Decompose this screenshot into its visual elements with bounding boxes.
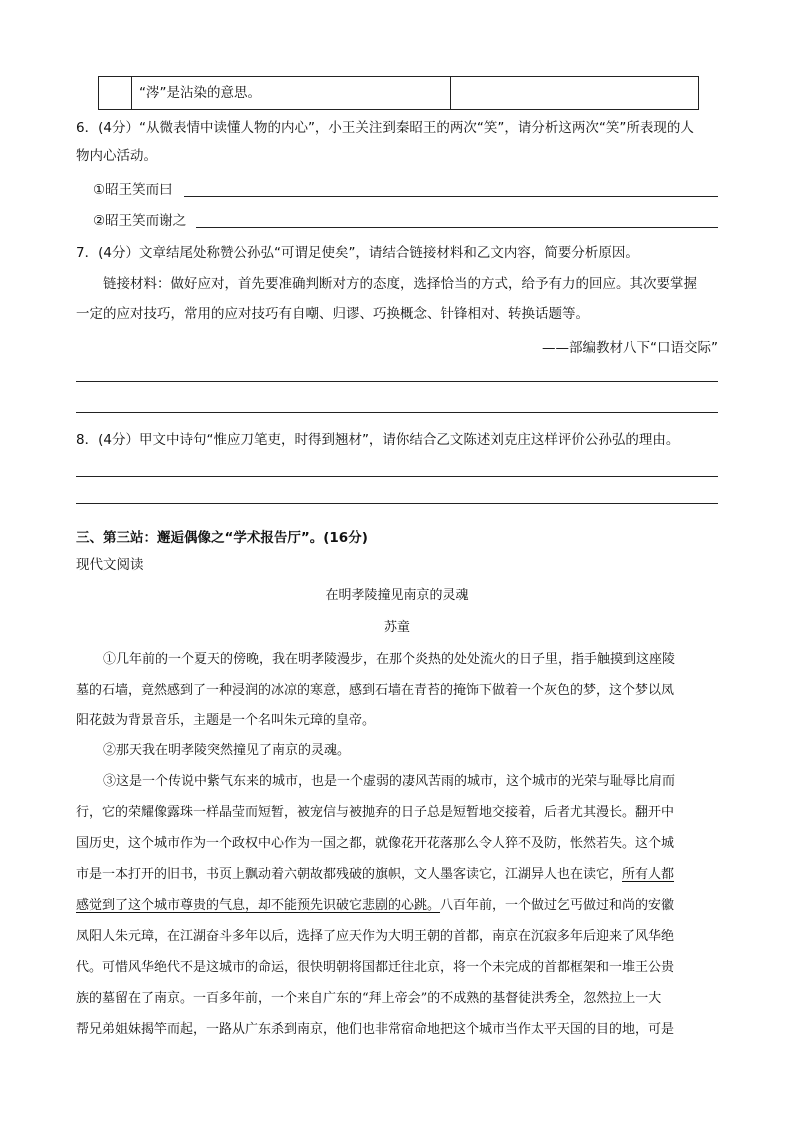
answer-line-6-2[interactable] — [196, 227, 718, 228]
article-line-with-underline — [76, 896, 674, 916]
article-line-text: 市是一本打开的旧书，书页上飘动着六朝故都残破的旗帜，文人墨客读它，江湖异人也在读它， — [76, 867, 623, 882]
question-7-source: ——部编教材八下“口语交际” — [542, 340, 718, 356]
answer-table — [98, 76, 699, 110]
answer-line-7-1[interactable] — [76, 381, 718, 382]
article-line-with-underline — [76, 865, 674, 885]
section-3-heading: 三、第三站：邂逅偶像之“学术报告厅”。(16分) — [76, 530, 368, 546]
article-author: 苏童 — [383, 620, 410, 635]
article-line: 凤阳人朱元璋，在江湖奋斗多年以后，选择了应天作为大明王朝的首都，南京在沉寂多年后迎来了风华绝 — [76, 929, 675, 944]
article-title: 在明孝陵撞见南京的灵魂 — [325, 588, 469, 603]
article-line: 行，它的荣耀像露珠一样晶莹而短暂，被宠信与被抛弃的日子总是短暂地交接着，后者尤其漫长。翻开中 — [76, 805, 675, 820]
article-line: 墓的石墙，竟然感到了一种浸润的冰凉的寒意，感到石墙在青苔的掩饰下做着一个灰色的梦，这个梦以凤 — [76, 683, 675, 698]
article-line: 族的墓留在了南京。一百多年前，一个来自广东的“拜上帝会”的不成熟的基督徒洪秀全，忽然拉上一大 — [76, 991, 662, 1006]
article-line: 国历史，这个城市作为一个政权中心作为一国之都，就像花开花落那么令人猝不及防，怅然若失。这个城 — [76, 836, 675, 851]
table-cell-text: “涔”是沾染的意思。 — [139, 85, 261, 101]
article-line: ③这是一个传说中紫气东来的城市，也是一个虚弱的凄风苦雨的城市，这个城市的光荣与耻辱比肩而 — [103, 774, 676, 789]
question-6-line-1: 6．(4分）“从微表情中读懂人物的内心”，小王关注到秦昭王的两次“笑”，请分析这两次“笑”所表现的人 — [76, 120, 694, 136]
question-6-line-2: 物内心活动。 — [76, 148, 157, 164]
article-line-text: 八百年前，一个做过乞丐做过和尚的安徽 — [440, 898, 675, 913]
article-line: ②那天我在明孝陵突然撞见了南京的灵魂。 — [103, 743, 351, 758]
question-7-link-line-2: 一定的应对技巧，常用的应对技巧有自嘲、归谬、巧换概念、针锋相对、转换话题等。 — [76, 306, 589, 322]
question-6-sub-1-label: ①昭王笑而曰 — [93, 182, 173, 198]
article-line: 阳花鼓为背景音乐，主题是一个名叫朱元璋的皇帝。 — [76, 713, 376, 728]
question-6-sub-2-label: ②昭王笑而谢之 — [93, 213, 187, 229]
article-line: 代。可惜风华绝代不是这城市的命运，很快明朝将国都迁往北京，将一个未完成的首都框架和一堆王公贵 — [76, 960, 675, 975]
table-cell-answer — [450, 77, 700, 109]
table-cell-index — [99, 77, 132, 109]
answer-line-8-1[interactable] — [76, 476, 718, 477]
question-7-link-line-1: 链接材料：做好应对，首先要准确判断对方的态度，选择恰当的方式，给予有力的回应。其次要掌握 — [103, 276, 697, 292]
underlined-sentence-part-2: 感觉到了这个城市尊贵的气息，却不能预先识破它悲剧的心跳。 — [76, 898, 441, 913]
section-3-subheading: 现代文阅读 — [76, 557, 144, 573]
answer-line-8-2[interactable] — [76, 503, 718, 504]
underlined-sentence-part-1: 所有人都 — [622, 867, 675, 882]
article-line: 帮兄弟姐妹揭竿而起，一路从广东杀到南京，他们也非常宿命地把这个城市当作太平天国的目的地，可是 — [76, 1022, 675, 1037]
answer-line-6-1[interactable] — [184, 196, 718, 197]
question-7-line-1: 7．(4分）文章结尾处称赞公孙弘“可谓足使矣”，请结合链接材料和乙文内容，简要分析原因。 — [76, 245, 639, 261]
answer-line-7-2[interactable] — [76, 412, 718, 413]
question-8-line-1: 8．(4分）甲文中诗句“惟应刀笔吏，时得到翘材”，请你结合乙文陈述刘克庄这样评价公孙弘的理由。 — [76, 432, 680, 448]
article-line: ①几年前的一个夏天的傍晚，我在明孝陵漫步，在那个炎热的处处流火的日子里，指手触摸到这座陵 — [103, 652, 676, 667]
